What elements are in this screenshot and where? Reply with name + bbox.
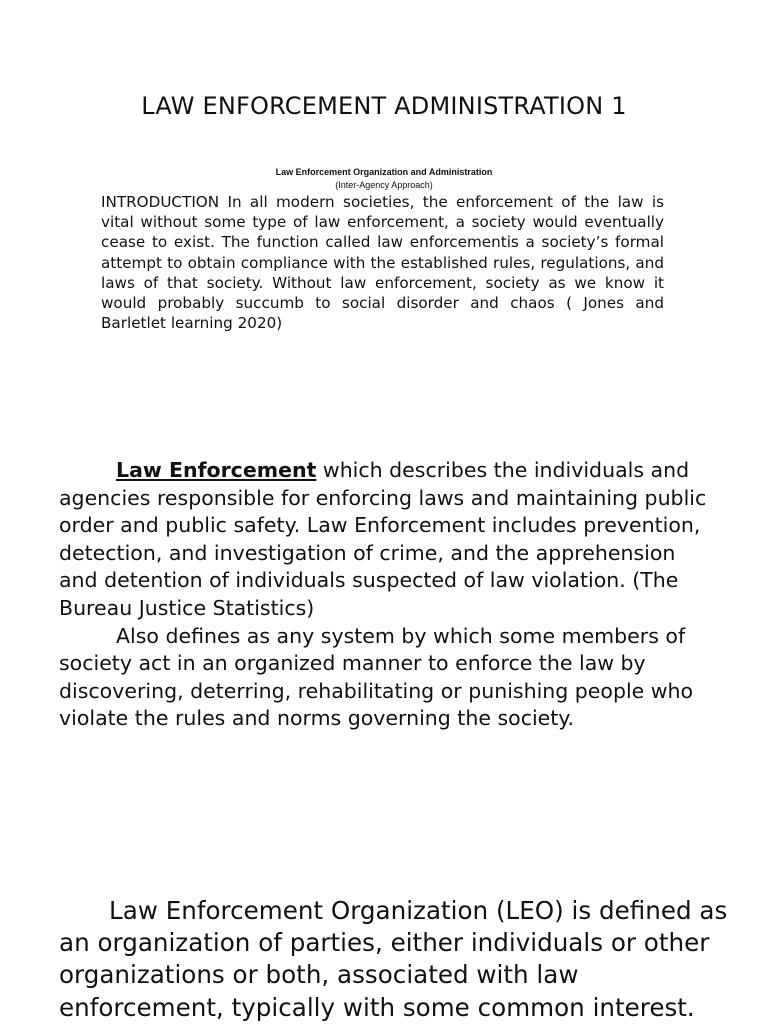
leo-definition-paragraph: Law Enforcement Organization (LEO) is defined as an organization of parties, either individuals or other organizations or both, associated with law enforcement, typically with some common interest. xyxy=(59,896,728,1022)
document-subtitle-note: (Inter-Agency Approach) xyxy=(335,180,433,190)
definition-text: which describes the individuals and agencies responsible for enforcing laws and maintaining public order and public safety. Law Enforcement includes prevention, detection, and investigation of crime, and the apprehension and detention of individuals suspected of law violation. (The Bureau Justice Statistics) xyxy=(59,458,707,620)
introduction-paragraph: INTRODUCTION In all modern societies, the enforcement of the law is vital without some type of law enforcement, a society would eventually cease to exist. The function called law enforcementis a society’s formal attempt to obtain compliance with the established rules, regulations, and laws of that society. Without law enforcement, society as we know it would probably succumb to social disorder and chaos ( Jones and Barletlet learning 2020) xyxy=(101,193,664,333)
document-subtitle: Law Enforcement Organization and Administration xyxy=(275,167,493,177)
page-title: LAW ENFORCEMENT ADMINISTRATION 1 xyxy=(141,92,627,120)
leo-definition-section xyxy=(59,895,729,1024)
definition-paragraph-2: Also defines as any system by which some members of society act in an organized manner to enforce the law by discovering, deterring, rehabilitating or punishing people who violate the rules and norms governing the society. xyxy=(59,623,694,731)
defined-term: Law Enforcement xyxy=(116,458,317,482)
law-enforcement-definition-section xyxy=(59,457,719,733)
definition-paragraph xyxy=(59,457,719,623)
